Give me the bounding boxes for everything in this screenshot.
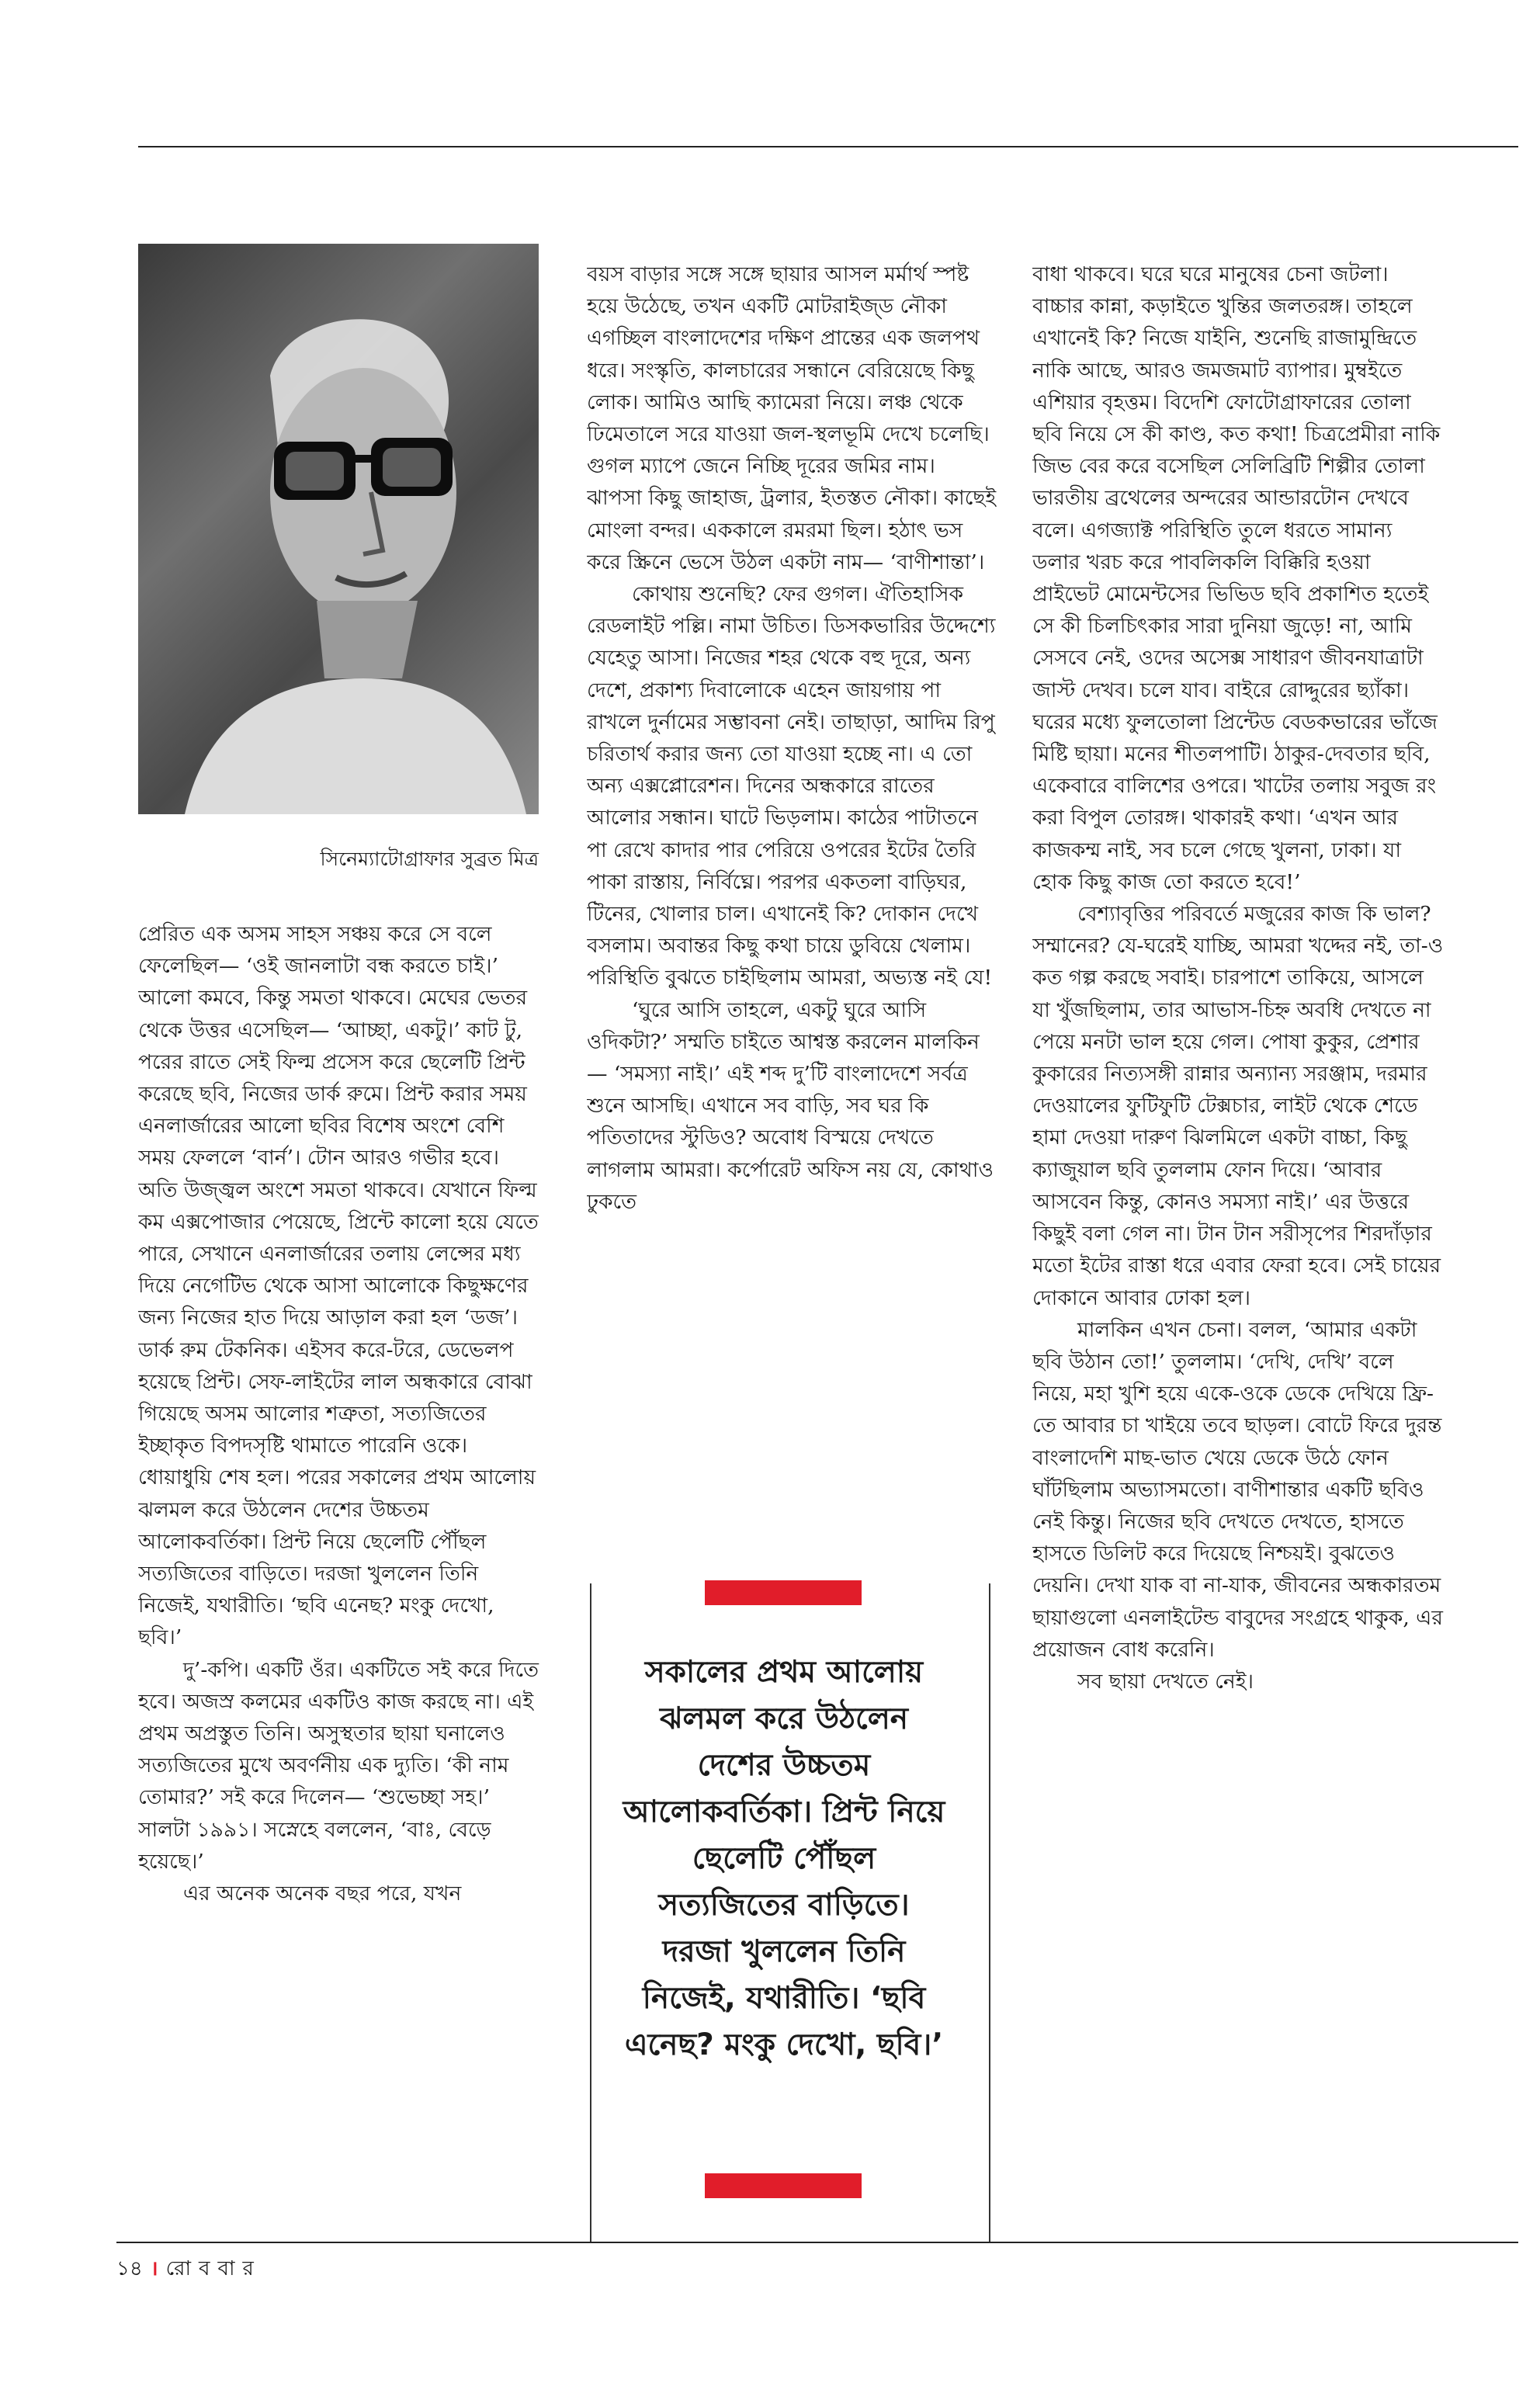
column-divider (989, 1583, 990, 2242)
pullquote-bottom-bar (705, 2173, 862, 2198)
portrait-illustration (138, 244, 539, 814)
paragraph: প্রেরিত এক অসম সাহস সঞ্চয় করে সে বলে ফেলেছিল— ‘ওই জানলাটা বন্ধ করতে চাই।’ আলো কমবে, কিন্তু সমতা থাকবে। মেঘের ভেতর থেকে উত্তর এসেছিল— ‘আচ্ছা, একটু।’ কাট টু, পরের রাতে সেই ফিল্ম প্রসেস করে ছেলেটি প্রিন্ট করেছে ছবি, নিজের ডার্ক রুমে। প্রিন্ট করার সময় এনলার্জারের আলো ছবির বিশেষ অংশে বেশি সময় ফেললে ‘বার্ন’। টোন আরও গভীর হবে। অতি উজ্জ্বল অংশে সমতা থাকবে। যেখানে ফিল্ম কম এক্সপোজার পেয়েছে, প্রিন্টে কালো হয়ে যেতে পারে, সেখানে এনলার্জারের তলায় লেন্সের মধ্য দিয়ে নেগেটিভ থেকে আসা আলোকে কিছুক্ষণের জন্য নিজের হাত দিয়ে আড়াল করা হল ‘ডজ’। ডার্ক রুম টেকনিক। এইসব করে-টরে, ডেভেলপ হয়েছে প্রিন্ট। সেফ-লাইটের লাল অন্ধকারে বোঝা গিয়েছে অসম আলোর শত্রুতা, সত্যজিতের ইচ্ছাকৃত বিপদসৃষ্টি থামাতে পারেনি ওকে। ধোয়াধুয়ি শেষ হল। পরের সকালের প্রথম আলোয় ঝলমল করে উঠলেন দেশের উচ্চতম আলোকবর্তিকা। প্রিন্ট নিয়ে ছেলেটি পৌঁছল সত্যজিতের বাড়িতে। দরজা খুললেন তিনি নিজেই, যথারীতি। ‘ছবি এনেছ? মংকু দেখো, ছবি।’ (138, 922, 539, 1650)
page-footer (116, 2255, 262, 2283)
column-divider (590, 1583, 591, 2242)
paragraph: মালকিন এখন চেনা। বলল, ‘আমার একটা ছবি উঠান তো!’ তুললাম। ‘দেখি, দেখি’ বলে নিয়ে, মহা খুশি হয়ে একে-ওকে ডেকে দেখিয়ে ফ্রি-তে আবার চা খাইয়ে তবে ছাড়ল। বোটে ফিরে দুরন্ত বাংলাদেশি মাছ-ভাত খেয়ে ডেকে উঠে ফোন ঘাঁটছিলাম অভ্যাসমতো। বাণীশান্তার একটি ছবিও নেই কিন্তু। নিজের ছবি দেখতে দেখতে, হাসতে হাসতে ডিলিট করে দিয়েছে নিশ্চয়ই। বুঝতেও দেয়নি। দেখা যাক বা না-যাক, জীবনের অন্ধকারতম ছায়াগুলো এনলাইটেন্ড বাবুদের সংগ্রহে থাকুক, এর প্রয়োজন বোধ করেনি। (1032, 1317, 1443, 1662)
column-3 (1032, 258, 1444, 2207)
paragraph: ‘ঘুরে আসি তাহলে, একটু ঘুরে আসি ওদিকটা?’ সম্মতি চাইতে আশ্বস্ত করলেন মালকিন— ‘সমস্যা নাই।’ এই শব্দ দু’টি বাংলাদেশে সর্বত্র শুনে আসছি। এখানে সব বাড়ি, সব ঘর কি পতিতাদের স্টুডিও? অবোধ বিস্ময়ে দেখতে লাগলাম আমরা। কর্পোরেট অফিস নয় যে, কোথাও ঢুকতে (587, 997, 994, 1214)
paragraph: কোথায় শুনেছি? ফের গুগল। ঐতিহাসিক রেডলাইট পল্লি। নামা উচিত। ডিসকভারির উদ্দেশ্যে যেহেতু আসা। নিজের শহর থেকে বহু দূরে, অন্য দেশে, প্রকাশ্য দিবালোকে এহেন জায়গায় পা রাখলে দুর্নামের সম্ভাবনা নেই। তাছাড়া, আদিম রিপু চরিতার্থ করার জন্য তো যাওয়া হচ্ছে না। এ তো অন্য এক্সপ্লোরেশন। দিনের অন্ধকারে রাতের আলোর সন্ধান। ঘাটে ভিড়লাম। কাঠের পাটাতনে পা রেখে কাদার পার পেরিয়ে ওপরের ইটের তৈরি পাকা রাস্তায়, নির্বিঘ্নে। পরপর একতলা বাড়িঘর, টিনের, খোলার চাল। এখানেই কি? দোকান দেখে বসলাম। অবান্তর কিছু কথা চায়ে ডুবিয়ে খেলাম। পরিস্থিতি বুঝতে চাইছিলাম আমরা, অভ্যস্ত নই যে! (587, 582, 996, 990)
pull-quote: সকালের প্রথম আলোয় ঝলমল করে উঠলেন দেশের উচ্চতম আলোকবর্তিকা। প্রিন্ট নিয়ে ছেলেটি পৌঁছল সত্যজিতের বাড়িতে। দরজা খুললেন তিনি নিজেই, যথারীতি। ‘ছবি এনেছ? মংকু দেখো, ছবি।’ (623, 1655, 945, 2062)
paragraph: এর অনেক অনেক বছর পরে, যখন (183, 1881, 462, 1906)
pullquote-top-bar (705, 1580, 862, 1605)
page-number: ১৪ (116, 2257, 143, 2280)
paragraph: দু’-কপি। একটি ওঁর। একটিতে সই করে দিতে হবে। অজস্র কলমের একটিও কাজ করছে না। এই প্রথম অপ্রস্তুত তিনি। অসুস্থতার ছায়া ঘনালেও সত্যজিতের মুখে অবর্ণনীয় এক দ্যুতি। ‘কী নাম তোমার?’ সই করে দিলেন— ‘শুভেচ্ছা সহ।’ সালটা ১৯৯১। সস্নেহে বললেন, ‘বাঃ, বেড়ে হয়েছে।’ (138, 1657, 539, 1874)
magazine-name: রোববার (165, 2257, 262, 2280)
paragraph: সব ছায়া দেখতে নেই। (1077, 1669, 1254, 1694)
footer-rule (116, 2242, 1518, 2243)
column-2 (587, 258, 997, 1578)
paragraph: বাধা থাকবে। ঘরে ঘরে মানুষের চেনা জটলা। বাচ্চার কান্না, কড়াইতে খুন্তির জলতরঙ্গ। তাহলে এখানেই কি? নিজে যাইনি, শুনেছি রাজামুন্দ্রিতে নাকি আছে, আরও জমজমাট ব্যাপার। মুম্বইতে এশিয়ার বৃহত্তম। বিদেশি ফোটোগ্রাফারের তোলা ছবি নিয়ে সে কী কাণ্ড, কত কথা! চিত্রপ্রেমীরা নাকি জিভ বের করে বসেছিল সেলিব্রিটি শিল্পীর তোলা ভারতীয় ব্রথেলের অন্দরের আন্ডারটোন দেখবে বলে। এগজ্যাক্ট পরিস্থিতি তুলে ধরতে সামান্য ডলার খরচ করে পাবলিকলি বিক্কিরি হওয়া প্রাইভেট মোমেন্টসের ভিভিড ছবি প্রকাশিত হতেই সে কী চিলচিৎকার সারা দুনিয়া জুড়ে! না, আমি সেসবে নেই, ওদের অসেক্স সাধারণ জীবনযাত্রাটা জাস্ট দেখব। চলে যাব। বাইরে রোদ্দুরের ছ্যাঁকা। ঘরের মধ্যে ফুলতোলা প্রিন্টেড বেডকভারের ভাঁজে মিষ্টি ছায়া। মনের শীতলপাটি। ঠাকুর-দেবতার ছবি, একেবারে বালিশের ওপরে। খাটের তলায় সবুজ রং করা বিপুল তোরঙ্গ। থাকারই কথা। ‘এখন আর কাজকম্ম নাই, সব চলে গেছে খুলনা, ঢাকা। যা হোক কিছু কাজ তো করতে হবে!’ (1032, 262, 1441, 894)
portrait-photo (138, 244, 539, 814)
folio-separator: । (150, 2257, 158, 2280)
column-1 (138, 918, 542, 2207)
header-rule (138, 146, 1518, 147)
paragraph: বয়স বাড়ার সঙ্গে সঙ্গে ছায়ার আসল মর্মার্থ স্পষ্ট হয়ে উঠেছে, তখন একটি মোটরাইজ্ড নৌকা এগচ্ছিল বাংলাদেশের দক্ষিণ প্রান্তের এক জলপথ ধরে। সংস্কৃতি, কালচারের সন্ধানে বেরিয়েছে কিছু লোক। আমিও আছি ক্যামেরা নিয়ে। লঞ্চ থেকে ঢিমেতালে সরে যাওয়া জল-স্থলভূমি দেখে চলেছি। গুগল ম্যাপে জেনে নিচ্ছি দূরের জমির নাম। ঝাপসা কিছু জাহাজ, ট্রলার, ইতস্তত নৌকা। কাছেই মোংলা বন্দর। এককালে রমরমা ছিল। হঠাৎ ভস করে স্ক্রিনে ভেসে উঠল একটা নাম— ‘বাণীশান্তা’। (587, 262, 997, 574)
photo-caption: সিনেম্যাটোগ্রাফার সুব্রত মিত্র (320, 848, 539, 870)
paragraph: বেশ্যাবৃত্তির পরিবর্তে মজুরের কাজ কি ভাল? সম্মানের? যে-ঘরেই যাচ্ছি, আমরা খদ্দের নই, তা-ও কত গল্প করছে সবাই। চারপাশে তাকিয়ে, আসলে যা খুঁজছিলাম, তার আভাস-চিহ্ন অবধি দেখতে না পেয়ে মনটা ভাল হয়ে গেল। পোষা কুকুর, প্রেশার কুকারের নিত্যসঙ্গী রান্নার অন্যান্য সরঞ্জাম, দরমার দেওয়ালের ফুটিফুটি টেক্সচার, লাইট থেকে শেডে হামা দেওয়া দারুণ ঝিলমিলে একটা বাচ্চা, কিছু ক্যাজুয়াল ছবি তুললাম ফোন দিয়ে। ‘আবার আসবেন কিন্তু, কোনও সমস্যা নাই।’ এর উত্তরে কিছুই বলা গেল না। টান টান সরীসৃপের শিরদাঁড়ার মতো ইটের রাস্তা ধরে এবার ফেরা হবে। সেই চায়ের দোকানে আবার ঢোকা হল। (1032, 902, 1444, 1310)
